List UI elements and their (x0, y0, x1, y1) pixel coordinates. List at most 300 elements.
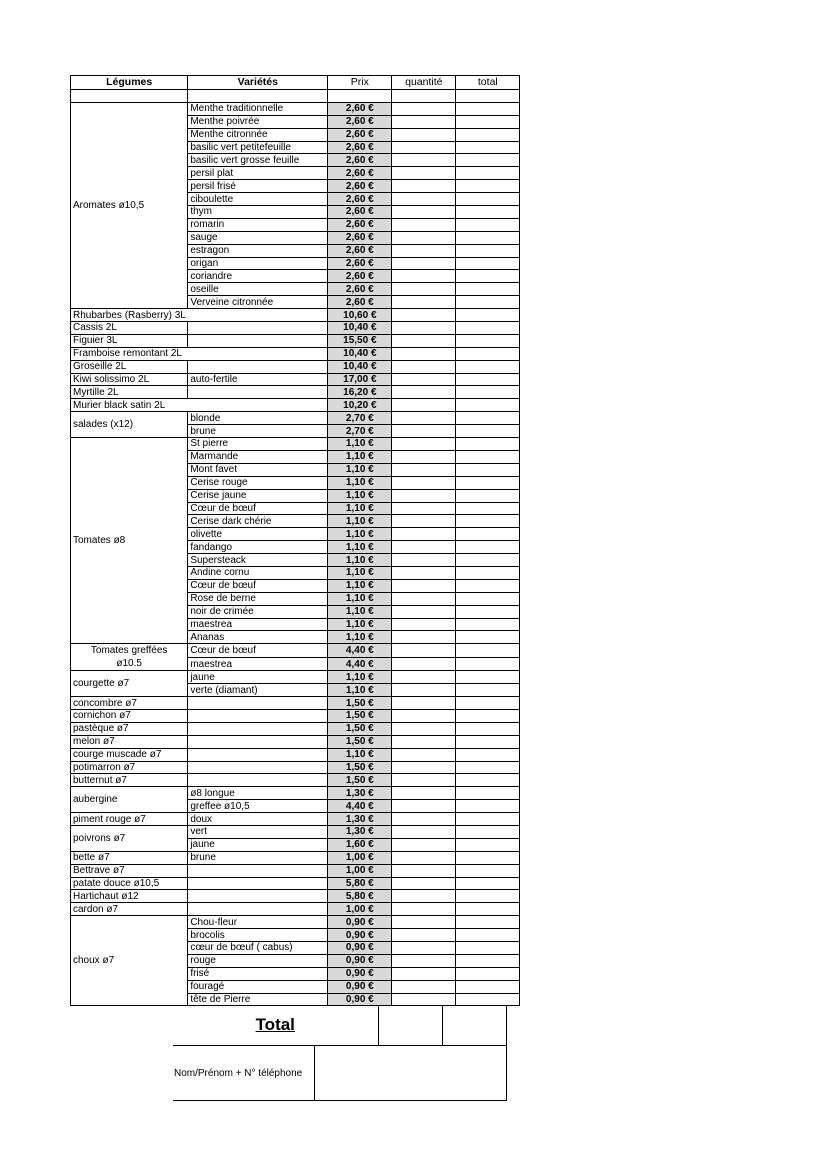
quantity-cell[interactable] (392, 412, 456, 425)
quantity-cell[interactable] (392, 697, 456, 710)
variety-cell: frisé (188, 967, 328, 980)
legume-cell: Tomates ø8 (71, 438, 188, 644)
total-cell[interactable] (456, 929, 520, 942)
total-cell[interactable] (456, 218, 520, 231)
variety-cell (188, 864, 328, 877)
quantity-cell[interactable] (392, 102, 456, 115)
quantity-cell[interactable] (392, 735, 456, 748)
price-cell: 2,70 € (328, 412, 392, 425)
quantity-cell[interactable] (392, 825, 456, 838)
total-cell[interactable] (456, 141, 520, 154)
variety-cell: origan (188, 257, 328, 270)
quantity-cell[interactable] (392, 605, 456, 618)
price-cell: 1,10 € (328, 748, 392, 761)
quantity-cell[interactable] (392, 322, 456, 335)
variety-cell (188, 761, 328, 774)
header-total: total (456, 76, 520, 90)
total-cell[interactable] (456, 399, 520, 412)
table-row (71, 373, 520, 386)
header-row (71, 76, 520, 90)
price-cell: 1,50 € (328, 774, 392, 787)
order-footer (173, 1005, 507, 1101)
quantity-cell[interactable] (392, 592, 456, 605)
price-cell: 10,40 € (328, 347, 392, 360)
quantity-cell[interactable] (392, 954, 456, 967)
variety-cell: Cœur de bœuf (188, 644, 328, 658)
table-row (71, 748, 520, 761)
variety-cell: cœur de bœuf ( cabus) (188, 942, 328, 955)
price-cell: 2,60 € (328, 296, 392, 309)
variety-cell: Marmande (188, 450, 328, 463)
price-cell: 1,50 € (328, 761, 392, 774)
price-cell: 15,50 € (328, 334, 392, 347)
total-cell[interactable] (456, 438, 520, 451)
total-cell[interactable] (456, 954, 520, 967)
variety-cell (188, 386, 328, 399)
quantity-cell[interactable] (392, 890, 456, 903)
quantity-cell[interactable] (392, 128, 456, 141)
quantity-cell[interactable] (392, 283, 456, 296)
quantity-cell[interactable] (392, 450, 456, 463)
total-cell[interactable] (456, 283, 520, 296)
price-cell: 0,90 € (328, 942, 392, 955)
price-cell: 1,10 € (328, 476, 392, 489)
total-cell[interactable] (456, 877, 520, 890)
table-row (71, 438, 520, 451)
price-cell: 5,80 € (328, 877, 392, 890)
price-cell: 2,60 € (328, 141, 392, 154)
table-row (71, 787, 520, 800)
price-cell: 4,40 € (328, 800, 392, 813)
quantity-cell[interactable] (392, 618, 456, 631)
legume-cell: cornichon ø7 (71, 709, 188, 722)
total-cell[interactable] (456, 838, 520, 851)
quantity-cell[interactable] (392, 631, 456, 644)
quantity-cell[interactable] (392, 838, 456, 851)
price-cell: 10,60 € (328, 309, 392, 322)
variety-cell: basilic vert petitefeuille (188, 141, 328, 154)
variety-cell: persil plat (188, 167, 328, 180)
quantity-cell[interactable] (392, 929, 456, 942)
quantity-cell[interactable] (392, 657, 456, 671)
variety-cell: vert (188, 825, 328, 838)
variety-cell (188, 360, 328, 373)
table-row (71, 709, 520, 722)
legume-cell: piment rouge ø7 (71, 813, 188, 826)
variety-cell: persil frisé (188, 180, 328, 193)
table-row (71, 916, 520, 929)
total-cell[interactable] (456, 206, 520, 219)
total-cell[interactable] (456, 761, 520, 774)
variety-cell: basilic vert grosse feuille (188, 154, 328, 167)
quantity-cell[interactable] (392, 709, 456, 722)
price-cell: 1,10 € (328, 684, 392, 697)
quantity-cell[interactable] (392, 851, 456, 864)
total-cell[interactable] (456, 579, 520, 592)
price-cell: 2,60 € (328, 206, 392, 219)
variety-cell: brune (188, 425, 328, 438)
total-cell[interactable] (456, 554, 520, 567)
price-cell: 2,60 € (328, 270, 392, 283)
price-cell: 1,10 € (328, 579, 392, 592)
total-cell[interactable] (456, 825, 520, 838)
total-cell[interactable] (456, 864, 520, 877)
quantity-cell[interactable] (392, 373, 456, 386)
total-cell[interactable] (456, 115, 520, 128)
variety-cell: Chou-fleur (188, 916, 328, 929)
total-cell[interactable] (456, 916, 520, 929)
legume-cell: courgette ø7 (71, 671, 188, 697)
total-cell[interactable] (456, 347, 520, 360)
variety-cell: romarin (188, 218, 328, 231)
price-cell: 10,40 € (328, 322, 392, 335)
legume-cell: Framboise remontant 2L (71, 347, 188, 360)
total-cell[interactable] (456, 967, 520, 980)
total-cell[interactable] (456, 489, 520, 502)
quantity-cell[interactable] (392, 180, 456, 193)
total-cell[interactable] (456, 128, 520, 141)
variety-cell: Mont favet (188, 463, 328, 476)
quantity-cell[interactable] (392, 231, 456, 244)
quantity-cell[interactable] (392, 476, 456, 489)
total-cell[interactable] (456, 515, 520, 528)
quantity-cell[interactable] (392, 644, 456, 658)
total-cell[interactable] (456, 774, 520, 787)
variety-cell: Ananas (188, 631, 328, 644)
table-row (71, 735, 520, 748)
quantity-cell[interactable] (392, 761, 456, 774)
quantity-cell[interactable] (392, 942, 456, 955)
price-cell: 1,50 € (328, 722, 392, 735)
legume-cell: melon ø7 (71, 735, 188, 748)
header-legumes: Légumes (71, 76, 188, 90)
variety-cell (188, 334, 328, 347)
table-row (71, 360, 520, 373)
quantity-cell[interactable] (392, 877, 456, 890)
total-cell[interactable] (456, 425, 520, 438)
quantity-cell[interactable] (392, 748, 456, 761)
total-cell[interactable] (456, 360, 520, 373)
total-cell[interactable] (456, 851, 520, 864)
quantity-cell[interactable] (392, 722, 456, 735)
variety-cell: fouragé (188, 980, 328, 993)
variety-cell: Cœur de bœuf (188, 502, 328, 515)
total-cell[interactable] (456, 541, 520, 554)
table-row (71, 903, 520, 916)
price-cell: 2,60 € (328, 154, 392, 167)
total-cell[interactable] (456, 296, 520, 309)
total-cell[interactable] (456, 735, 520, 748)
legume-cell: choux ø7 (71, 916, 188, 1006)
variety-cell (188, 709, 328, 722)
total-cell[interactable] (456, 373, 520, 386)
price-cell: 2,60 € (328, 115, 392, 128)
variety-cell: estragon (188, 244, 328, 257)
quantity-cell[interactable] (392, 787, 456, 800)
variety-cell (188, 697, 328, 710)
total-cell[interactable] (456, 592, 520, 605)
quantity-cell[interactable] (392, 257, 456, 270)
spacer-row (71, 90, 520, 103)
price-cell: 1,50 € (328, 735, 392, 748)
quantity-cell[interactable] (392, 438, 456, 451)
quantity-cell[interactable] (392, 813, 456, 826)
price-cell: 2,60 € (328, 231, 392, 244)
legume-cell: Tomates greffées ø10.5 (71, 644, 188, 671)
total-cell[interactable] (456, 684, 520, 697)
variety-cell: auto-fertile (188, 373, 328, 386)
quantity-cell[interactable] (392, 206, 456, 219)
quantity-cell[interactable] (392, 244, 456, 257)
quantity-cell[interactable] (392, 579, 456, 592)
variety-cell: Menthe traditionnelle (188, 102, 328, 115)
quantity-cell[interactable] (392, 903, 456, 916)
quantity-cell[interactable] (392, 399, 456, 412)
table-row (71, 334, 520, 347)
legume-cell: Hartichaut ø12 (71, 890, 188, 903)
total-cell[interactable] (456, 813, 520, 826)
total-cell[interactable] (456, 476, 520, 489)
header-prix: Prix (328, 76, 392, 90)
nom-telephone-label: Nom/Prénom + N° téléphone (173, 1046, 314, 1101)
price-cell: 1,00 € (328, 903, 392, 916)
variety-cell: fandango (188, 541, 328, 554)
quantity-cell[interactable] (392, 671, 456, 684)
variety-cell: Menthe poivrée (188, 115, 328, 128)
price-cell: 1,00 € (328, 864, 392, 877)
nom-telephone-field[interactable] (314, 1046, 506, 1101)
quantity-cell[interactable] (392, 684, 456, 697)
quantity-cell[interactable] (392, 800, 456, 813)
total-cell[interactable] (456, 450, 520, 463)
price-cell: 1,30 € (328, 825, 392, 838)
price-cell: 5,80 € (328, 890, 392, 903)
total-cell[interactable] (456, 748, 520, 761)
total-cell[interactable] (456, 244, 520, 257)
legume-cell: potimarron ø7 (71, 761, 188, 774)
table-row (71, 644, 520, 658)
total-cell[interactable] (456, 657, 520, 671)
total-cell[interactable] (456, 463, 520, 476)
table-row (71, 813, 520, 826)
price-cell: 1,10 € (328, 605, 392, 618)
variety-cell: doux (188, 813, 328, 826)
quantity-cell[interactable] (392, 167, 456, 180)
table-row (71, 825, 520, 838)
quantity-cell[interactable] (392, 360, 456, 373)
variety-cell: brune (188, 851, 328, 864)
total-cell[interactable] (456, 903, 520, 916)
total-cell[interactable] (456, 154, 520, 167)
price-cell: 2,60 € (328, 128, 392, 141)
variety-cell (188, 748, 328, 761)
price-cell: 1,10 € (328, 528, 392, 541)
table-row (71, 864, 520, 877)
contact-row (173, 1046, 506, 1101)
price-cell: 1,10 € (328, 463, 392, 476)
quantity-cell[interactable] (392, 774, 456, 787)
quantity-cell[interactable] (392, 541, 456, 554)
total-amount-cell[interactable] (442, 1005, 506, 1046)
price-cell: 16,20 € (328, 386, 392, 399)
price-cell: 2,60 € (328, 193, 392, 206)
total-cell[interactable] (456, 257, 520, 270)
total-cell[interactable] (456, 412, 520, 425)
total-cell[interactable] (456, 566, 520, 579)
table-row (71, 697, 520, 710)
total-cell[interactable] (456, 644, 520, 658)
legume-cell: Cassis 2L (71, 322, 188, 335)
total-cell[interactable] (456, 102, 520, 115)
total-cell[interactable] (456, 671, 520, 684)
variety-cell (188, 774, 328, 787)
price-cell: 1,10 € (328, 618, 392, 631)
price-cell: 0,90 € (328, 967, 392, 980)
quantity-cell[interactable] (392, 347, 456, 360)
variety-cell (188, 722, 328, 735)
price-cell: 0,90 € (328, 954, 392, 967)
quantity-cell[interactable] (392, 528, 456, 541)
quantity-cell[interactable] (392, 270, 456, 283)
quantity-cell[interactable] (392, 463, 456, 476)
table-row (71, 347, 520, 360)
total-label: Total (173, 1005, 378, 1046)
total-cell[interactable] (456, 890, 520, 903)
total-cell[interactable] (456, 618, 520, 631)
variety-cell: Rose de berne (188, 592, 328, 605)
price-cell: 1,30 € (328, 813, 392, 826)
quantity-cell[interactable] (392, 115, 456, 128)
total-cell[interactable] (456, 722, 520, 735)
variety-cell: maestrea (188, 657, 328, 671)
quantity-cell[interactable] (392, 967, 456, 980)
variety-cell: sauge (188, 231, 328, 244)
total-cell[interactable] (456, 528, 520, 541)
quantity-cell[interactable] (392, 864, 456, 877)
quantity-cell[interactable] (392, 502, 456, 515)
legume-cell: Murier black satin 2L (71, 399, 188, 412)
price-cell: 2,60 € (328, 218, 392, 231)
variety-cell: Verveine citronnée (188, 296, 328, 309)
price-cell: 1,10 € (328, 554, 392, 567)
variety-cell: oseille (188, 283, 328, 296)
quantity-cell[interactable] (392, 554, 456, 567)
price-cell: 1,50 € (328, 697, 392, 710)
variety-cell: Andine cornu (188, 566, 328, 579)
price-cell: 2,60 € (328, 180, 392, 193)
total-cell[interactable] (456, 334, 520, 347)
variety-cell (188, 890, 328, 903)
quantity-cell[interactable] (392, 296, 456, 309)
total-cell[interactable] (456, 605, 520, 618)
total-cell[interactable] (456, 980, 520, 993)
price-cell: 1,00 € (328, 851, 392, 864)
price-cell: 2,70 € (328, 425, 392, 438)
total-cell[interactable] (456, 270, 520, 283)
legume-cell: Myrtille 2L (71, 386, 188, 399)
variety-cell: noir de crimée (188, 605, 328, 618)
variety-cell: greffee ø10,5 (188, 800, 328, 813)
quantity-cell[interactable] (392, 386, 456, 399)
legume-cell: Kiwi solissimo 2L (71, 373, 188, 386)
total-cell[interactable] (456, 309, 520, 322)
price-cell: 2,60 € (328, 283, 392, 296)
quantity-cell[interactable] (392, 154, 456, 167)
legume-cell: courge muscade ø7 (71, 748, 188, 761)
quantity-cell[interactable] (392, 515, 456, 528)
total-cell[interactable] (456, 193, 520, 206)
quantity-cell[interactable] (392, 309, 456, 322)
variety-cell: maestrea (188, 618, 328, 631)
variety-cell: coriandre (188, 270, 328, 283)
header-quantite: quantité (392, 76, 456, 90)
quantity-cell[interactable] (392, 334, 456, 347)
price-cell: 0,90 € (328, 980, 392, 993)
legume-cell: butternut ø7 (71, 774, 188, 787)
total-cell[interactable] (456, 942, 520, 955)
total-cell[interactable] (456, 697, 520, 710)
quantity-cell[interactable] (392, 193, 456, 206)
quantity-cell[interactable] (392, 980, 456, 993)
total-cell[interactable] (456, 231, 520, 244)
legume-cell: Groseille 2L (71, 360, 188, 373)
table-row (71, 761, 520, 774)
legume-cell: pastèque ø7 (71, 722, 188, 735)
quantity-cell[interactable] (392, 916, 456, 929)
legume-cell: Figuier 3L (71, 334, 188, 347)
price-cell: 1,10 € (328, 631, 392, 644)
table-row (71, 890, 520, 903)
variety-cell (188, 903, 328, 916)
variety-cell: Cœur de bœuf (188, 579, 328, 592)
price-cell: 10,20 € (328, 399, 392, 412)
total-cell[interactable] (456, 502, 520, 515)
table-row (71, 386, 520, 399)
total-quantity-cell[interactable] (378, 1005, 442, 1046)
variety-cell (188, 322, 328, 335)
quantity-cell[interactable] (392, 425, 456, 438)
total-cell[interactable] (456, 322, 520, 335)
total-cell[interactable] (456, 180, 520, 193)
variety-cell: Cerise dark chérie (188, 515, 328, 528)
variety-cell (188, 735, 328, 748)
legume-cell: patate douce ø10,5 (71, 877, 188, 890)
price-cell: 4,40 € (328, 644, 392, 658)
quantity-cell[interactable] (392, 141, 456, 154)
variety-cell: ciboulette (188, 193, 328, 206)
total-cell[interactable] (456, 631, 520, 644)
legume-cell: cardon ø7 (71, 903, 188, 916)
order-form (70, 75, 520, 1006)
table-row (71, 877, 520, 890)
price-cell: 2,60 € (328, 167, 392, 180)
variety-cell (188, 877, 328, 890)
total-cell[interactable] (456, 787, 520, 800)
total-cell[interactable] (456, 800, 520, 813)
price-cell: 1,10 € (328, 450, 392, 463)
variety-cell (188, 347, 328, 360)
quantity-cell[interactable] (392, 218, 456, 231)
quantity-cell[interactable] (392, 566, 456, 579)
total-cell[interactable] (456, 709, 520, 722)
variety-cell: Supersteack (188, 554, 328, 567)
variety-cell: St pierre (188, 438, 328, 451)
total-cell[interactable] (456, 386, 520, 399)
header-varietes: Variétés (188, 76, 328, 90)
quantity-cell[interactable] (392, 489, 456, 502)
total-cell[interactable] (456, 167, 520, 180)
variety-cell: rouge (188, 954, 328, 967)
